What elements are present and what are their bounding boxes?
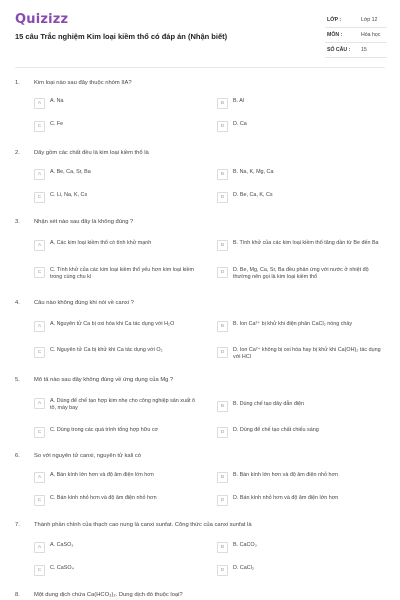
option-text: C. Li, Na, K, Cs	[50, 192, 88, 198]
question-number: 4.	[15, 300, 20, 306]
info-row-subject	[325, 28, 387, 43]
option-letter-b: B	[217, 240, 228, 251]
option-text: B. Dùng chế tạo dây dẫn điện	[233, 401, 305, 407]
option-letter-d: D	[217, 267, 228, 278]
option-b[interactable]	[217, 318, 387, 334]
option-text: C. CaSO₄	[50, 565, 74, 571]
option-letter-c: C	[34, 347, 45, 358]
option-letter-c: C	[34, 495, 45, 506]
option-letter-c: C	[34, 267, 45, 278]
question-number: 5.	[15, 377, 20, 383]
option-text: C. Dùng trong các quá trình tổng hợp hữu cơ	[50, 427, 159, 433]
option-text: B. CaCO₃	[233, 542, 257, 548]
option-c[interactable]	[34, 492, 206, 508]
option-text: D. Dùng để chế tạo chất chiếu sáng	[233, 427, 319, 433]
option-c[interactable]	[34, 264, 206, 280]
question-text: Một dung dịch chứa Ca(HCO₃)₂. Dung dịch đó thuộc loại?	[34, 592, 183, 598]
question-number: 3.	[15, 219, 20, 225]
info-label: LỚP :	[327, 17, 342, 23]
info-label: SỐ CÂU :	[327, 47, 351, 53]
option-letter-d: D	[217, 121, 228, 132]
info-row-count	[325, 43, 387, 58]
option-d[interactable]	[217, 189, 387, 205]
option-text: D. Be, Ca, K, Cs	[233, 192, 273, 198]
info-box	[325, 13, 387, 58]
option-b[interactable]	[217, 95, 387, 111]
option-d[interactable]	[217, 264, 387, 280]
option-letter-a: A	[34, 472, 45, 483]
option-letter-b: B	[217, 472, 228, 483]
header-divider	[15, 67, 385, 68]
option-text: A. Bán kính lớn hơn và độ âm điện lớn hơn	[50, 472, 154, 478]
option-letter-b: B	[217, 401, 228, 412]
option-letter-a: A	[34, 321, 45, 332]
quizizz-logo: Quizizz	[15, 12, 69, 27]
option-b[interactable]	[217, 237, 387, 253]
option-text: C. Nguyên tử Ca bị khử khi Ca tác dụng với O₂	[50, 347, 163, 353]
option-text: B. Bán kính lớn hơn và độ âm điện nhỏ hơn	[233, 472, 339, 478]
option-d[interactable]	[217, 118, 387, 134]
question-text: So với nguyên tử canxi, nguyên tử kali có	[34, 453, 141, 459]
option-d[interactable]	[217, 562, 387, 578]
option-letter-a: A	[34, 240, 45, 251]
option-letter-a: A	[34, 169, 45, 180]
option-letter-d: D	[217, 192, 228, 203]
option-text: C. Tính khử của các kim loại kiềm thổ yếu hơn kim loại kiềm trong cùng chu kì	[50, 267, 194, 281]
option-b[interactable]	[217, 539, 387, 555]
question-text: Thành phần chính của thạch cao nung là canxi sunfat. Công thức của canxi sunfat là	[34, 522, 252, 528]
info-row-grade	[325, 13, 387, 28]
question-text: Mô tả nào sau đây không đúng về ứng dụng của Mg ?	[34, 377, 174, 383]
option-text: A. Dùng để chế tạo hợp kim nhẹ cho công nghiệp sản xuất ô tô, máy bay	[50, 398, 195, 412]
question-text: Dãy gồm các chất đều là kim loại kiềm thổ là	[34, 150, 149, 156]
option-b[interactable]	[217, 398, 387, 414]
info-value: 15	[361, 47, 367, 53]
option-a[interactable]	[34, 166, 206, 182]
info-value: Hóa học	[361, 32, 381, 38]
option-text: D. Ca	[233, 121, 247, 127]
option-c[interactable]	[34, 344, 206, 360]
option-letter-a: A	[34, 98, 45, 109]
option-text: A. Các kim loại kiềm thổ có tính khử mạnh	[50, 240, 152, 246]
info-value: Lớp 12	[361, 17, 378, 23]
option-text: A. Nguyên tử Ca bị oxi hóa khi Ca tác dụng với H₂O	[50, 321, 175, 327]
question-text: Nhận xét nào sau đây là không đúng ?	[34, 219, 134, 225]
question-text: Kim loại nào sau đây thuộc nhóm IIA?	[34, 80, 132, 86]
option-letter-d: D	[217, 495, 228, 506]
option-c[interactable]	[34, 562, 206, 578]
option-text: D. Be, Mg, Ca, Sr, Ba đều phản ứng với nước ở nhiệt độ thường nên gọi là kim loại kiềm thổ	[233, 267, 369, 281]
option-letter-a: A	[34, 398, 45, 409]
option-c[interactable]	[34, 118, 206, 134]
option-text: A. CaSO₃	[50, 542, 74, 548]
question-number: 6.	[15, 453, 20, 459]
option-letter-a: A	[34, 542, 45, 553]
option-text: A. Be, Ca, Sr, Ba	[50, 169, 91, 175]
option-text: B. Ion Ca²⁺ bị khử khi điện phân CaCl₂ nóng chảy	[233, 321, 353, 327]
option-letter-d: D	[217, 565, 228, 576]
option-a[interactable]	[34, 395, 206, 411]
option-b[interactable]	[217, 469, 387, 485]
option-letter-b: B	[217, 542, 228, 553]
option-letter-b: B	[217, 98, 228, 109]
option-text: D. Bán kính nhỏ hơn và độ âm điện lớn hơn	[233, 495, 339, 501]
option-letter-d: D	[217, 427, 228, 438]
option-a[interactable]	[34, 539, 206, 555]
option-letter-d: D	[217, 347, 228, 358]
option-d[interactable]	[217, 492, 387, 508]
option-letter-b: B	[217, 169, 228, 180]
page-title: 15 câu Trắc nghiệm Kim loại kiềm thổ có đáp án (Nhận biết)	[15, 32, 228, 41]
option-text: B. Na, K, Mg, Ca	[233, 169, 274, 175]
option-c[interactable]	[34, 189, 206, 205]
question-number: 7.	[15, 522, 20, 528]
option-text: B. Tính khử của các kim loại kiềm thổ tăng dần từ Be đến Ba	[233, 240, 379, 246]
info-label: MÔN :	[327, 32, 343, 38]
option-d[interactable]	[217, 424, 387, 440]
option-letter-c: C	[34, 192, 45, 203]
option-text: B. Al	[233, 98, 245, 104]
option-a[interactable]	[34, 318, 206, 334]
option-letter-c: C	[34, 427, 45, 438]
option-a[interactable]	[34, 469, 206, 485]
option-text: C. Fe	[50, 121, 64, 127]
question-number: 2.	[15, 150, 20, 156]
option-letter-b: B	[217, 321, 228, 332]
option-text: D. Ion Ca²⁺ không bị oxi hóa hay bị khử khi Ca(OH)₂ tác dụng với HCl	[233, 347, 381, 361]
question-number: 1.	[15, 80, 20, 86]
option-a[interactable]	[34, 95, 206, 111]
option-a[interactable]	[34, 237, 206, 253]
question-text: Câu nào không đúng khi nói về canxi ?	[34, 300, 134, 306]
option-c[interactable]	[34, 424, 206, 440]
option-letter-c: C	[34, 121, 45, 132]
option-text: C. Bán kính nhỏ hơn và độ âm điện nhỏ hơn	[50, 495, 157, 501]
question-number: 8.	[15, 592, 20, 598]
option-text: A. Na	[50, 98, 64, 104]
option-b[interactable]	[217, 166, 387, 182]
option-d[interactable]	[217, 344, 387, 360]
option-text: D. CaCl₂	[233, 565, 254, 571]
option-letter-c: C	[34, 565, 45, 576]
